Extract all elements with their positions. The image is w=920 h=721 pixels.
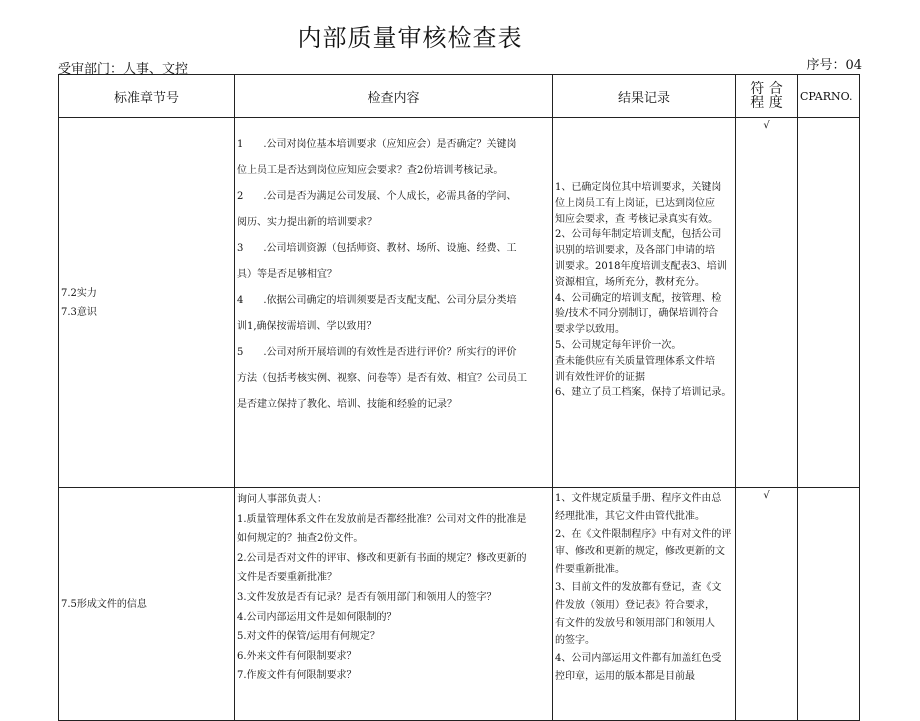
header-cpar: CPARNO. xyxy=(798,75,860,118)
result-line: 4、公司内部运用文件都有加盖红色受 xyxy=(555,653,722,665)
table-row xyxy=(59,488,860,721)
table-row xyxy=(59,118,860,488)
content-line: 3 .公司培训资源（包括师资、教材、场所、设施、经费、工 xyxy=(237,243,517,254)
content-line: 6.外来文件有何限制要求？ xyxy=(237,650,357,662)
content-line: 3.文件发放是否有记录？是否有领用部门和领用人的签字？ xyxy=(237,591,497,603)
result-line: 的签字。 xyxy=(555,635,595,647)
result-line: 4、公司确定的培训支配，按管理、检 xyxy=(555,292,722,304)
content-line: 5.对文件的保管/运用有何规定？ xyxy=(237,631,380,643)
header-conformity xyxy=(736,75,798,118)
header-conformity-label: 符 合 程 度 xyxy=(750,81,783,111)
content-line: 是否建立保持了教化、培训、技能和经验的记录？ xyxy=(237,399,457,410)
result-cell xyxy=(553,118,736,488)
content-line: 训1,确保按需培训、学以致用？ xyxy=(237,321,377,332)
result-line: 件发放（领用）登记表》符合要求， xyxy=(555,599,715,611)
clause-cell xyxy=(59,118,235,488)
table-header-row xyxy=(59,75,860,118)
cpar-cell xyxy=(798,118,860,488)
result-line: 知应会要求，查 考核记录真实有效。 xyxy=(555,213,719,225)
result-line: 1、文件规定质量手册、程序文件由总 xyxy=(555,493,722,504)
result-line: 经理批准，其它文件由管代批准。 xyxy=(555,510,705,522)
content-line: 2.公司是否对文件的评审、修改和更新有书面的规定？修改更新的 xyxy=(237,552,527,564)
result-line: 2、公司每年制定培训支配，包括公司 xyxy=(555,229,722,241)
content-line: 1.质量管理体系文件在发放前是否都经批准？公司对文件的批准是 xyxy=(237,513,527,525)
clause-line: 7.3意识 xyxy=(61,306,97,318)
result-line: 验/技术不同分别制订，确保培训符合 xyxy=(555,308,719,320)
result-line: 件要重新批准。 xyxy=(555,564,625,576)
result-line: 训要求。2018年度培训支配表3、培训 xyxy=(555,260,727,272)
conformity-cell xyxy=(736,118,798,488)
content-line: 2 .公司是否为满足公司发展、个人成长，必需具备的学问、 xyxy=(237,191,517,202)
header-clause: 标准章节号 xyxy=(59,75,235,118)
cpar-cell xyxy=(798,488,860,721)
content-line: 4 .依据公司确定的培训须要是否支配支配、公司分层分类培 xyxy=(237,295,517,306)
result-line: 资源相宜，场所充分，教材充分。 xyxy=(555,276,705,288)
result-line: 识别的培训要求，及各部门申请的培 xyxy=(555,245,715,257)
audited-department: 受审部门：人事、文控 xyxy=(58,62,189,77)
content-line: 7.作废文件有何限制要求？ xyxy=(237,670,357,682)
result-line: 6、建立了员工档案，保持了培训记录。 xyxy=(555,387,732,399)
clause-line: 7.2实力 xyxy=(61,287,97,299)
audit-checklist-table xyxy=(58,74,860,721)
content-line: 文件是否要重新批准？ xyxy=(237,572,337,584)
page-title: 内部质量审核检查表 xyxy=(297,24,523,52)
clause-line: 7.5形成文件的信息 xyxy=(61,598,147,610)
content-line: 具）等是否足够相宜？ xyxy=(237,269,337,280)
conformity-cell xyxy=(736,488,798,721)
result-line: 要求学以致用。 xyxy=(555,324,625,336)
result-line: 1、已确定岗位其中培训要求，关键岗 xyxy=(555,182,722,193)
result-line: 审、修改和更新的规定，修改更新的文 xyxy=(555,546,725,558)
checkmark-icon: √ xyxy=(763,490,770,501)
checkmark-icon: √ xyxy=(763,120,770,131)
content-cell xyxy=(235,118,553,488)
content-line: 阅历、实力提出新的培训要求？ xyxy=(237,217,377,228)
sequence-number: 序号：04 xyxy=(806,58,862,73)
result-line: 训有效性评价的证据 xyxy=(555,371,645,383)
content-line: 如何规定的？抽查2份文件。 xyxy=(237,533,364,545)
result-line: 有文件的发放号和领用部门和领用人 xyxy=(555,617,715,629)
result-line: 位上岗员工有上岗证，已达到岗位应 xyxy=(555,197,715,209)
content-line: 1 .公司对岗位基本培训要求（应知应会）是否确定？关键岗 xyxy=(237,139,517,150)
content-line: 方法（包括考核实例、视察、问卷等）是否有效、相宜？公司员工 xyxy=(237,373,527,384)
header-result: 结果记录 xyxy=(553,75,736,118)
clause-cell xyxy=(59,488,235,721)
content-line: 询问人事部负责人： xyxy=(237,494,327,505)
result-cell xyxy=(553,488,736,721)
result-line: 2、在《文件限制程序》中有对文件的评 xyxy=(555,528,732,540)
content-line: 4.公司内部运用文件是如何限制的？ xyxy=(237,611,397,623)
content-cell xyxy=(235,488,553,721)
result-line: 5、公司规定每年评价一次。 xyxy=(555,339,682,351)
result-line: 3、目前文件的发放都有登记，查《文 xyxy=(555,581,722,593)
content-line: 位上员工是否达到岗位应知应会要求？查2份培训考核记录。 xyxy=(237,165,504,176)
content-line: 5 .公司对所开展培训的有效性是否进行评价？所实行的评价 xyxy=(237,347,517,358)
header-content: 检查内容 xyxy=(235,75,553,118)
result-line: 查未能供应有关质量管理体系文件培 xyxy=(555,355,715,367)
result-line: 控印章，运用的版本都是目前最 xyxy=(555,670,695,682)
